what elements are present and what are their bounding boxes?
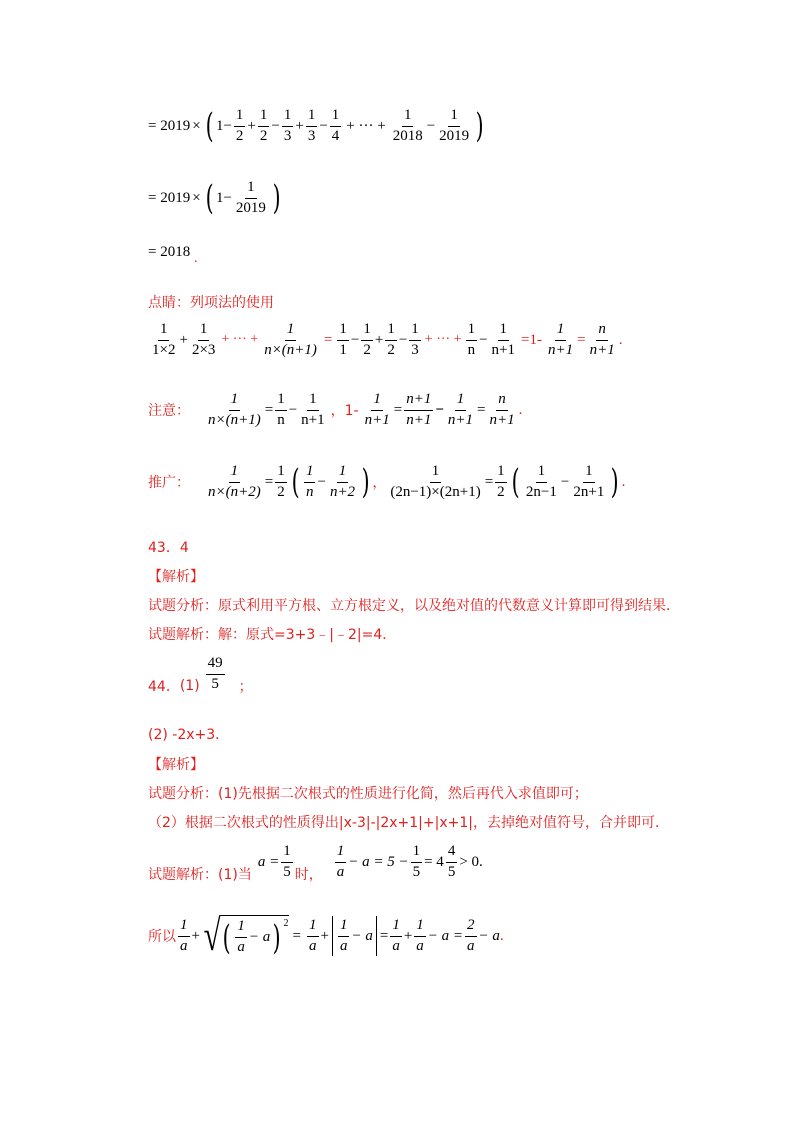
- fraction: $\frac{1}{n}$: [277, 391, 285, 428]
- equals: =: [484, 473, 494, 490]
- term-sign: −: [271, 117, 280, 134]
- sign: −: [350, 331, 360, 348]
- one: 1: [215, 189, 224, 206]
- plus-sign: +: [179, 331, 188, 348]
- equals: =: [264, 473, 274, 490]
- minus: −: [288, 401, 298, 418]
- fraction: $\frac{n}{n+1}$: [489, 391, 515, 428]
- tail-2: − a: [478, 927, 500, 944]
- derivation-line-3: [148, 244, 198, 266]
- derivation-line-2: [148, 178, 283, 218]
- q43-tag: 【解析】: [148, 569, 204, 585]
- equals: =: [379, 927, 389, 944]
- fraction: $\frac{1}{5}$: [283, 842, 291, 880]
- result: = 2018: [148, 244, 191, 260]
- minus: −: [317, 473, 326, 490]
- end-dot: .: [193, 251, 198, 266]
- sign: −: [398, 331, 408, 348]
- fraction: $\frac{1}{n+1}$: [491, 321, 516, 358]
- right-paren: ): [610, 462, 619, 502]
- q44-analysis-2: （2）根据二次根式的性质得出|x-3|-|2x+1|+|x+1|，去掉绝对值符号，合并即可．: [148, 815, 669, 831]
- minus-sign: −: [479, 331, 488, 348]
- equals: =: [292, 927, 301, 944]
- term-sign: −: [223, 189, 232, 206]
- solution-label: 试题解析：(1)当: [148, 867, 252, 883]
- term-sign: −: [319, 117, 328, 134]
- fraction: $\frac{1}{1}$: [339, 321, 347, 358]
- fraction: $\frac{1}{n\times(n+1)}$: [264, 321, 317, 358]
- left-paren: (: [291, 462, 300, 502]
- end-dot: .: [618, 331, 623, 348]
- q44-analysis: 试题分析：(1)先根据二次根式的性质进行化简，然后再代入求值即可；: [148, 786, 588, 802]
- note-line: [148, 392, 522, 429]
- term-sign: +: [247, 117, 256, 134]
- right-paren: ): [361, 462, 370, 502]
- q44-prefix: 44．: [148, 679, 180, 695]
- ellipsis: + ··· +: [424, 332, 462, 348]
- fraction: $\frac{1}{2}$: [387, 321, 395, 358]
- equals: =: [323, 331, 333, 348]
- equals: =: [577, 331, 586, 348]
- tail: − a =: [427, 927, 464, 944]
- equals: =: [393, 401, 403, 418]
- sqrt: [200, 911, 289, 960]
- fraction: $\frac{n+1}{n+1}$: [406, 391, 432, 428]
- q44-answer-2: (2) -2x+3．: [148, 727, 230, 743]
- plus: +: [191, 927, 200, 944]
- fraction: $\frac{1}{3}$: [411, 321, 419, 358]
- fraction: $\frac{1}{2019}$: [439, 106, 470, 144]
- fraction: $\frac{1}{2n-1}$: [525, 462, 557, 500]
- left-paren: (: [222, 917, 231, 958]
- fraction: $\frac{4}{5}$: [447, 842, 456, 880]
- derivation-line-1: [148, 106, 486, 146]
- right-paren: ): [272, 178, 281, 218]
- expr-eq: = 4: [424, 853, 444, 870]
- tip-heading: 点睛：列项法的使用: [148, 295, 274, 311]
- fraction: $\frac{1}{2}$: [363, 321, 371, 358]
- q43-analysis: 试题分析：原式利用平方根、立方根定义，以及绝对值的代数意义计算即可得到结果．: [148, 598, 680, 614]
- q44-answer-1: [148, 652, 253, 696]
- generalize-label: 推广：: [148, 475, 190, 491]
- tip-formula: [148, 322, 622, 359]
- right-paren: ): [272, 917, 281, 958]
- ellipsis: + ··· +: [221, 332, 259, 348]
- note-label: 注意：: [148, 403, 190, 420]
- fraction: $\frac{1}{4}$: [331, 106, 340, 144]
- one: 1: [215, 117, 224, 134]
- right-paren: ): [475, 106, 484, 146]
- equals: =: [477, 401, 486, 418]
- fraction: $\frac{1}{2}$: [235, 106, 244, 144]
- abs-bar-right: [376, 916, 377, 956]
- semicolon: ；: [238, 679, 253, 695]
- fraction: $\frac{1}{5}$: [412, 842, 421, 880]
- expr-tail: − a = 5 −: [348, 853, 409, 870]
- left-paren: (: [205, 106, 214, 146]
- fraction: $\frac{1}{1\times 2}$: [152, 321, 176, 358]
- a-equals: a =: [257, 853, 280, 870]
- separator: ，: [372, 475, 387, 491]
- plus: +: [403, 927, 413, 944]
- times-sign: ×: [192, 117, 201, 134]
- fraction: $\frac{1}{n+1}$: [547, 321, 574, 358]
- q43-solution: 试题解析：解：原式=3+3﹣|﹣2|=4．: [148, 627, 397, 643]
- fraction: $\frac{1}{a}$: [180, 916, 188, 954]
- sign: +: [374, 331, 384, 348]
- fraction: $\frac{1}{3}$: [307, 106, 316, 144]
- fraction: $\frac{1}{a}$: [336, 842, 345, 880]
- q44-part1: (1): [179, 678, 200, 694]
- when-text: 时，: [294, 867, 323, 883]
- end-dot: .: [499, 927, 504, 944]
- fraction: $\frac{2}{a}$: [467, 916, 475, 954]
- end-dot: .: [518, 401, 523, 418]
- fraction: $\frac{1}{2018}$: [392, 106, 423, 144]
- fraction: $\frac{1}{2019}$: [235, 178, 266, 216]
- fraction: $\frac{1}{2}$: [497, 462, 505, 500]
- left-paren: (: [511, 462, 520, 502]
- abs-tail: − a: [351, 927, 373, 944]
- minus: −: [435, 401, 444, 418]
- fraction: $\frac{1}{n+1}$: [447, 391, 474, 428]
- q44-so-line: [148, 911, 504, 960]
- fraction: $\frac{1}{3}$: [283, 106, 292, 144]
- generalize-line: [148, 462, 625, 502]
- fraction: $\frac{1}{(2n-1)\times(2n+1)}$: [390, 462, 481, 500]
- equals-one-minus: =1-: [521, 331, 542, 348]
- fraction: $\frac{1}{n\times(n+1)}$: [208, 391, 261, 428]
- term-sign: −: [426, 117, 436, 134]
- fraction: $\frac{1}{a}$: [392, 916, 400, 954]
- fraction: $\frac{1}{n+2}$: [329, 462, 356, 500]
- square-exponent: 2: [283, 918, 289, 929]
- fraction: $\frac{1}{n\times(n+2)}$: [208, 462, 261, 500]
- abs-bar-left: [332, 916, 333, 956]
- plus: +: [320, 927, 329, 944]
- times-sign: ×: [192, 189, 201, 206]
- left-paren: (: [205, 178, 214, 218]
- fraction: $\frac{1}{n+1}$: [301, 391, 325, 428]
- minus: −: [560, 473, 570, 490]
- minus-a: − a: [248, 929, 271, 945]
- end-dot: .: [621, 473, 626, 490]
- q44-solution-line: [148, 840, 483, 884]
- fraction: $\frac{1}{2}$: [277, 462, 285, 500]
- q43-answer: 43．4: [148, 540, 189, 556]
- fraction: $\frac{1}{a}$: [339, 916, 348, 954]
- fraction: $\frac{1}{2}$: [259, 106, 268, 144]
- fraction: $\frac{1}{n}$: [467, 321, 476, 358]
- term-sign: +: [295, 117, 304, 134]
- term-sign: + ··· +: [346, 117, 386, 134]
- fraction: $\frac{1}{a}$: [416, 916, 424, 954]
- fraction: $\frac{n}{n+1}$: [589, 321, 615, 358]
- fraction: $\frac{1}{n+1}$: [364, 391, 390, 428]
- fraction: $\frac{1}{a}$: [237, 918, 245, 955]
- fraction: $\frac{1}{2n+1}$: [573, 462, 605, 500]
- fraction: $\frac{49}{5}$: [207, 654, 223, 692]
- equals: =: [264, 401, 274, 418]
- prefix: = 2019: [148, 117, 191, 134]
- prefix: = 2019: [148, 189, 191, 206]
- q44-tag: 【解析】: [148, 757, 204, 773]
- fraction: $\frac{1}{a}$: [309, 916, 317, 954]
- term-sign: −: [223, 117, 232, 134]
- greater-than: > 0.: [459, 853, 483, 870]
- fraction: $\frac{1}{n}$: [305, 462, 314, 500]
- separator: ，1-: [330, 403, 359, 420]
- fraction: $\frac{1}{2\times 3}$: [191, 321, 216, 358]
- so-label: 所以: [148, 929, 176, 945]
- sqrt-icon: √: [203, 911, 221, 960]
